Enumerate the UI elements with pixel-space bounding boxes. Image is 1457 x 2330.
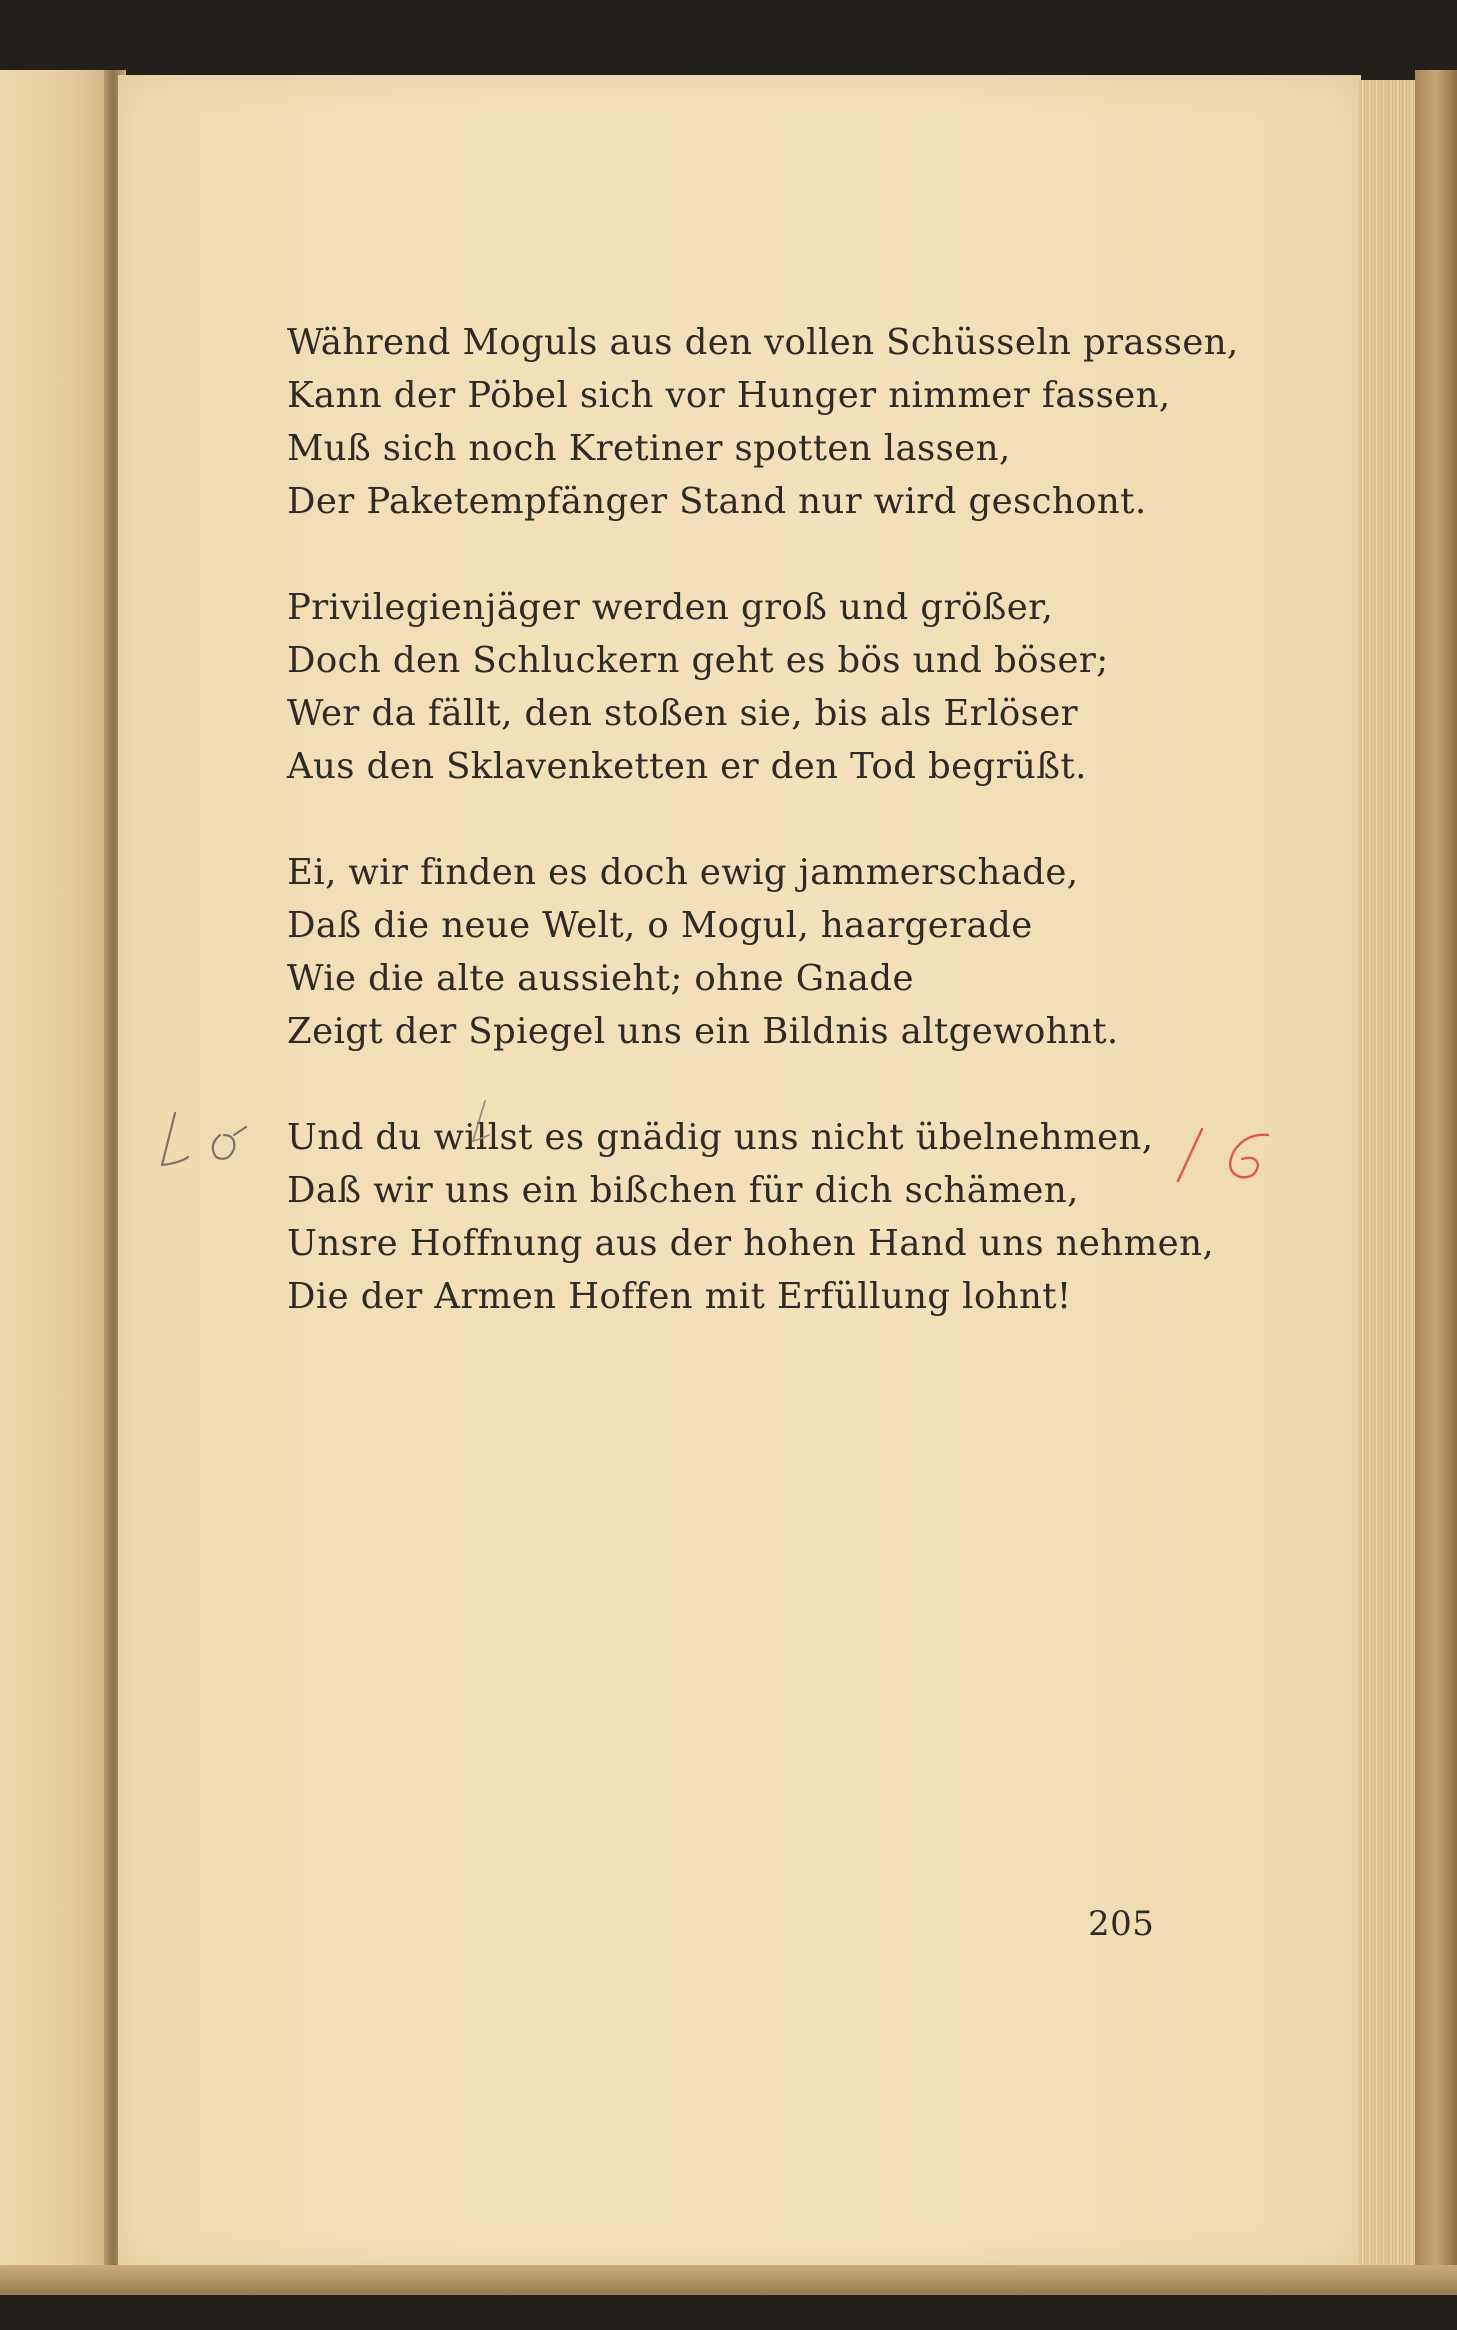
poem-line: Daß wir uns ein bißchen für dich schämen,	[287, 1170, 1079, 1211]
poem-line: Wer da fällt, den stoßen sie, bis als Erlöser	[287, 693, 1079, 734]
stanza-1	[287, 316, 1239, 528]
left-page-edge	[0, 70, 118, 2275]
book-bottom-edge	[0, 2265, 1457, 2295]
poem-line: Muß sich noch Kretiner spotten lassen,	[287, 428, 1011, 469]
stanza-3	[287, 846, 1187, 1058]
stanza-4	[287, 1111, 1215, 1323]
pencil-annotation-mark	[150, 1105, 260, 1175]
poem-line: Ei, wir finden es doch ewig jammerschade,	[287, 852, 1079, 893]
book-cover-edge	[1415, 70, 1457, 2290]
poem-line: Die der Armen Hoffen mit Erfüllung lohnt!	[287, 1276, 1072, 1317]
poem-line: Doch den Schluckern geht es bös und böser;	[287, 640, 1109, 681]
poem-line: Aus den Sklavenketten er den Tod begrüßt.	[287, 746, 1087, 787]
poem-line: Wie die alte aussieht; ohne Gnade	[287, 958, 914, 999]
page-number: 205	[1088, 1904, 1155, 1944]
poem-line: Privilegienjäger werden groß und größer,	[287, 587, 1054, 628]
page-stack-edge	[1358, 80, 1418, 2275]
poem-line: Während Moguls aus den vollen Schüsseln prassen,	[287, 322, 1239, 363]
stanza-2	[287, 581, 1187, 793]
poem-line: Zeigt der Spiegel uns ein Bildnis altgewohnt.	[287, 1011, 1119, 1052]
poem-line: Der Paketempfänger Stand nur wird geschont.	[287, 481, 1147, 522]
poem-text	[287, 316, 1239, 1376]
pencil-annotation-small	[455, 1095, 495, 1155]
poem-line: Kann der Pöbel sich vor Hunger nimmer fassen,	[287, 375, 1171, 416]
poem-line: Daß die neue Welt, o Mogul, haargerade	[287, 905, 1033, 946]
red-annotation-mark	[1160, 1115, 1290, 1195]
poem-line: Unsre Hoffnung aus der hohen Hand uns nehmen,	[287, 1223, 1215, 1264]
poem-line: Und du willst es gnädig uns nicht übelnehmen,	[287, 1117, 1154, 1158]
